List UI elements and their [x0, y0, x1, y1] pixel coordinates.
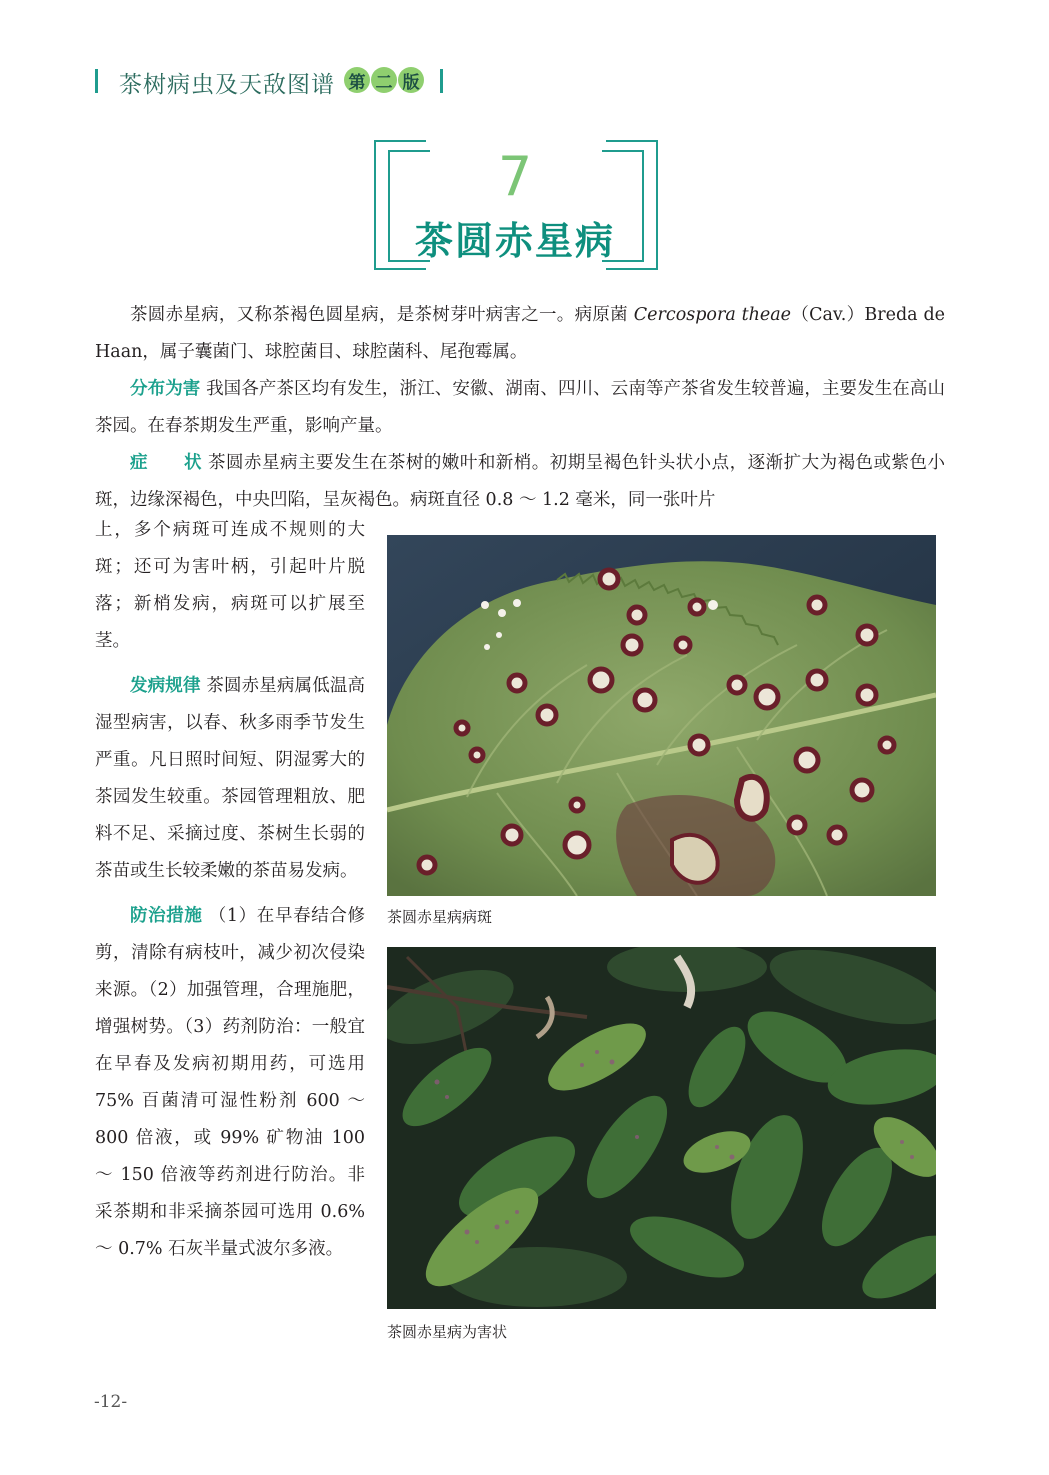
edition-badge — [344, 67, 425, 93]
distribution-text: 我国各产茶区均有发生，浙江、安徽、湖南、四川、云南等产茶省发生较普遍，主要发生在高山茶园。在春茶期发生严重，影响产量。 — [95, 379, 946, 436]
header-bar-left — [95, 69, 98, 93]
chapter-number: 7 — [497, 145, 533, 208]
header-bar-right — [440, 69, 443, 93]
intro-text-cont: （Cav.）Breda de Haan，属子囊菌门、球腔菌目、球腔菌科、尾孢霉属。 — [95, 305, 945, 362]
distribution-paragraph — [95, 371, 945, 445]
distribution-label: 分布为害 — [130, 379, 201, 399]
latin-name: Cercospora theae — [633, 305, 792, 325]
left-column — [95, 512, 365, 1268]
control-paragraph — [95, 898, 365, 1268]
figure-caption-2: 茶圆赤星病为害状 — [387, 1323, 508, 1341]
intro-paragraph — [95, 297, 945, 371]
symptoms-label: 症 状 — [130, 453, 202, 473]
symptoms-continued: 上，多个病斑可连成不规则的大斑；还可为害叶柄，引起叶片脱落；新梢发病，病斑可以扩展至茎。 — [95, 520, 365, 651]
symptoms-paragraph — [95, 445, 945, 519]
edition-char: 第 — [344, 67, 370, 93]
control-label: 防治措施 — [130, 906, 203, 926]
edition-char: 版 — [398, 67, 424, 93]
intro-block — [95, 297, 945, 519]
page-number: -12- — [94, 1392, 128, 1412]
chapter-title: 茶圆赤星病 — [414, 219, 615, 263]
book-title: 茶树病虫及天敌图谱 — [119, 72, 335, 98]
pattern-paragraph — [95, 668, 365, 890]
damage-symptom-photo — [387, 947, 936, 1309]
leaf-spot-photo — [387, 535, 936, 896]
edition-char: 二 — [371, 67, 397, 93]
pattern-label: 发病规律 — [130, 676, 201, 696]
pattern-text: 茶圆赤星病属低温高湿型病害，以春、秋多雨季节发生严重。凡日照时间短、阴湿雾大的茶园发生较重。茶园管理粗放、肥料不足、采摘过度、茶树生长弱的茶苗或生长较柔嫩的茶苗易发病。 — [95, 676, 365, 881]
symptoms-text: 茶圆赤星病主要发生在茶树的嫩叶和新梢。初期呈褐色针头状小点，逐渐扩大为褐色或紫色小斑，边缘深褐色，中央凹陷，呈灰褐色。病斑直径 0.8 ～ 1.2 毫米，同一张叶片 — [95, 453, 945, 510]
figure-caption-1: 茶圆赤星病病斑 — [387, 908, 493, 926]
control-text: （1）在早春结合修剪，清除有病枝叶，减少初次侵染来源。（2）加强管理，合理施肥，增强树势。（3）药剂防治：一般宜在早春及发病初期用药，可选用 75% 百菌清可湿性粉剂 600 ～ 800 倍液，或 99% 矿物油 100 ～ 150 倍液等药剂进行防治。非采茶期和非采摘茶园可选用 0.6% ～ 0.7% 石灰半量式波尔多液。 — [95, 906, 365, 1259]
intro-text: 茶圆赤星病，又称茶褐色圆星病，是茶树芽叶病害之一。病原菌 — [130, 305, 634, 325]
